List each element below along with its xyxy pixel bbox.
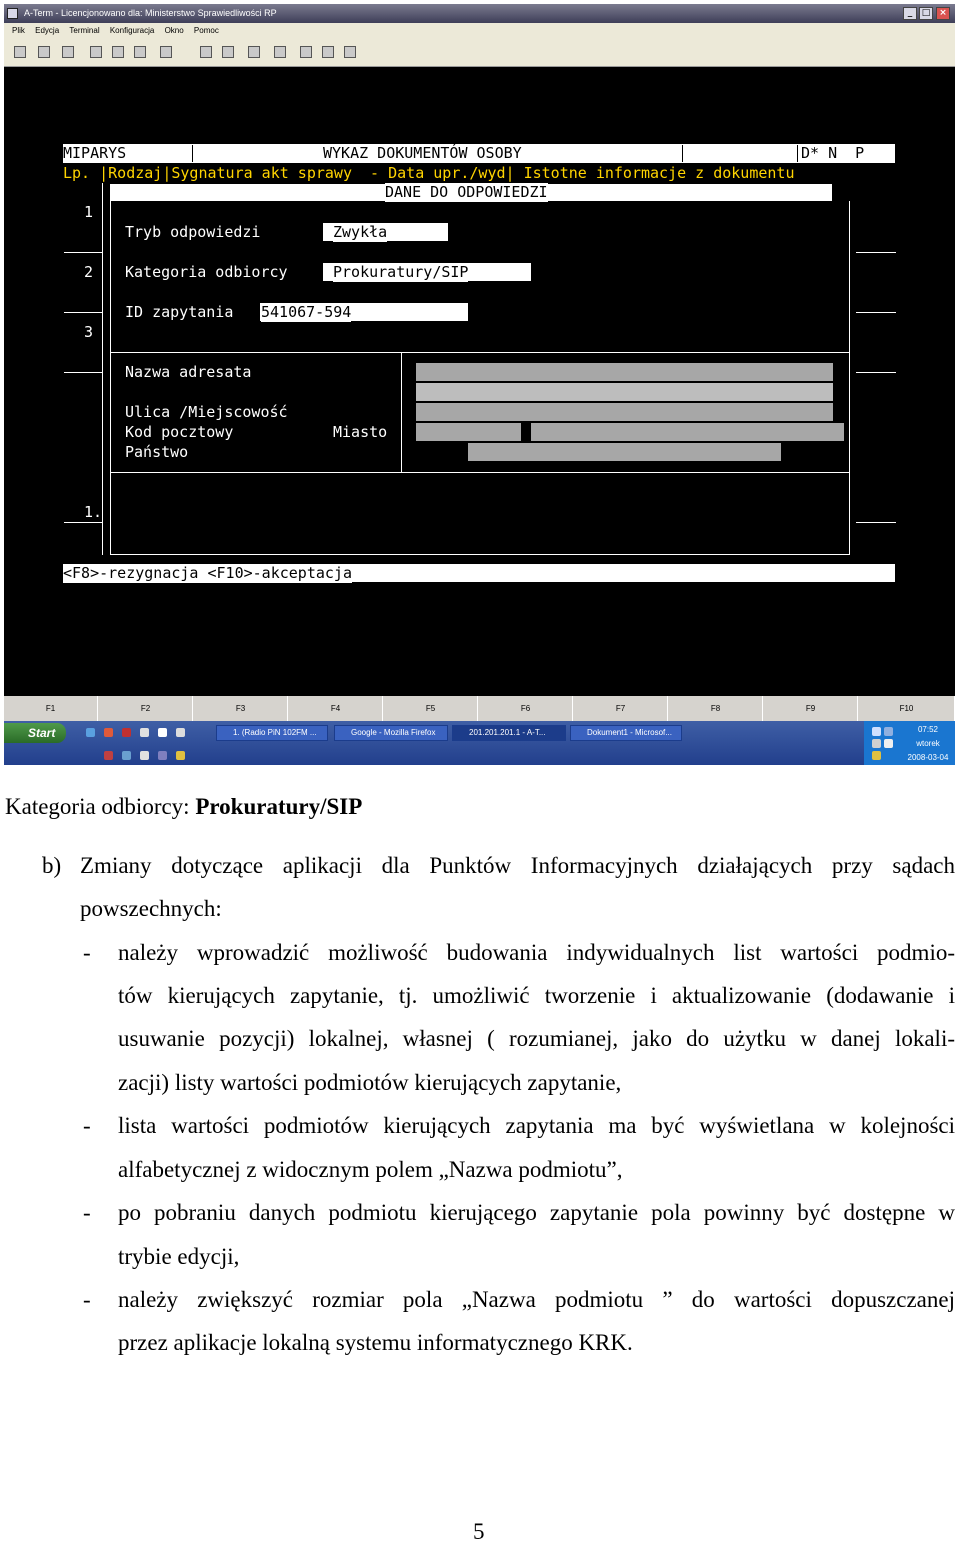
copy-icon[interactable] — [90, 46, 102, 58]
tryb-label: Tryb odpowiedzi — [125, 223, 261, 241]
nazwa-label: Nazwa adresata — [125, 363, 252, 381]
menu-konfiguracja[interactable]: Konfiguracja — [109, 26, 155, 35]
dash-bullet: - — [83, 1287, 91, 1312]
tryb-value[interactable]: Zwykła — [333, 223, 388, 241]
ulica-label: Ulica /Miejscowość — [125, 403, 288, 421]
bullet-line: lista wartości podmiotów kierujących zapytania ma być wyświetlana w kolejności — [118, 1113, 955, 1138]
ftp-icon[interactable] — [200, 46, 212, 58]
task-firefox[interactable]: Google - Mozilla Firefox — [334, 725, 448, 741]
f8-button[interactable]: F8 — [669, 696, 763, 721]
update-icon[interactable] — [884, 739, 893, 748]
kod-field[interactable] — [416, 423, 521, 441]
settings-icon[interactable] — [160, 46, 172, 58]
security-icon[interactable] — [872, 739, 881, 748]
bullet-line: trybie edycji, — [118, 1244, 240, 1269]
header-divider — [682, 145, 683, 162]
start-button[interactable]: Start — [4, 723, 66, 743]
macro-icon[interactable] — [322, 46, 334, 58]
header-divider — [192, 145, 193, 162]
panstwo-field[interactable] — [468, 443, 781, 461]
firefox-icon[interactable] — [104, 728, 113, 737]
dialog-border-right — [849, 201, 850, 555]
app-quick-icon[interactable] — [122, 728, 131, 737]
clock-day: wtorek — [916, 739, 940, 748]
ie-icon[interactable] — [86, 728, 95, 737]
find-icon[interactable] — [134, 46, 146, 58]
address-bottom — [110, 472, 850, 473]
save-icon[interactable] — [62, 46, 74, 58]
paragraph-line: Zmiany dotyczące aplikacji dla Punktów Informacyjnych działających przy sądach — [80, 853, 955, 878]
nazwa-field-2[interactable] — [416, 383, 833, 401]
row-separator — [856, 312, 896, 313]
windows-taskbar — [4, 721, 955, 765]
app-icon-small[interactable] — [344, 46, 356, 58]
alert-icon[interactable] — [872, 751, 881, 760]
id-label: ID zapytania — [125, 303, 234, 321]
bullet-line: tów kierujących zapytanie, tj. umożliwić tworzenie i aktualizowanie (dodawanie i — [118, 983, 955, 1008]
bullet-line: po pobraniu danych podmiotu kierującego zapytanie pola powinny być dostępne w — [118, 1200, 955, 1225]
kategoria-label: Kategoria odbiorcy — [125, 263, 288, 281]
row-number: 3 — [84, 323, 94, 341]
row-number: 1. — [84, 503, 103, 521]
keyboard-icon[interactable] — [300, 46, 312, 58]
kategoria-value[interactable]: Prokuratury/SIP — [333, 263, 469, 281]
caption-prefix: Kategoria odbiorcy: — [5, 794, 196, 819]
paste-icon[interactable] — [112, 46, 124, 58]
row-separator — [64, 312, 102, 313]
clock-time[interactable]: 07:52 — [917, 725, 939, 734]
bullet-line: należy wprowadzić możliwość budowania indywidualnych list wartości podmio- — [118, 940, 955, 965]
tray-quick-icon[interactable] — [122, 751, 131, 760]
kod-label: Kod pocztowy — [125, 423, 234, 441]
app-icon — [7, 8, 18, 19]
row-separator — [64, 252, 102, 253]
header-left: MIPARYS — [63, 144, 127, 162]
f9-button[interactable]: F9 — [764, 696, 858, 721]
f6-button[interactable]: F6 — [479, 696, 573, 721]
bullet-line: należy zwiększyć rozmiar pola „Nazwa podmiotu ” do wartości dopuszczanej — [118, 1287, 955, 1312]
connect-icon[interactable] — [14, 46, 26, 58]
task-word[interactable]: Dokument1 - Microsof... — [570, 725, 682, 741]
id-value[interactable]: 541067-594 — [261, 303, 352, 321]
caption-value: Prokuratury/SIP — [195, 794, 363, 819]
close-button[interactable]: × — [936, 7, 950, 20]
panstwo-label: Państwo — [125, 443, 189, 461]
maximize-button[interactable]: □ — [919, 7, 933, 20]
tray-quick-icon[interactable] — [104, 751, 113, 760]
footer-keys: <F8>-rezygnacja <F10>-akceptacja — [63, 564, 352, 582]
figure-caption — [5, 794, 362, 820]
properties-icon[interactable] — [274, 46, 286, 58]
nazwa-field[interactable] — [416, 363, 833, 381]
transfer-icon[interactable] — [222, 46, 234, 58]
row-separator — [64, 372, 102, 373]
desktop-icon[interactable] — [140, 728, 149, 737]
terminal-screen[interactable] — [4, 67, 955, 696]
f2-button[interactable]: F2 — [99, 696, 193, 721]
tray-quick-icon[interactable] — [158, 751, 167, 760]
bullet-line: usuwanie pozycji) lokalnej, własnej ( rozumianej, jako do użytku w danej lokali- — [118, 1026, 955, 1051]
miasto-field[interactable] — [531, 423, 844, 441]
system-tray — [864, 721, 955, 765]
dash-bullet: - — [83, 1113, 91, 1138]
dialog-border-left — [110, 201, 111, 555]
row-separator — [856, 372, 896, 373]
menu-edycja[interactable]: Edycja — [35, 26, 60, 35]
header-right: D* N P — [801, 144, 865, 162]
menu-okno[interactable]: Okno — [164, 26, 184, 35]
f3-button[interactable]: F3 — [194, 696, 288, 721]
terminal-screenshot — [4, 4, 955, 765]
task-radio[interactable]: 1. (Radio PiN 102FM ... — [216, 725, 328, 741]
miasto-label: Miasto — [333, 423, 388, 441]
network-icon[interactable] — [872, 727, 881, 736]
minimize-button[interactable]: _ — [903, 7, 917, 20]
header-divider — [797, 145, 798, 162]
window-icon[interactable] — [158, 728, 167, 737]
tray-quick-icon[interactable] — [140, 751, 149, 760]
dialog-border-bottom — [110, 554, 850, 555]
tray-quick-icon[interactable] — [176, 751, 185, 760]
task-aterm[interactable]: 201.201.201.1 - A-T... — [452, 725, 566, 741]
row-number: 1 — [84, 203, 94, 221]
dialog-separator — [110, 352, 850, 353]
address-divider — [401, 352, 402, 472]
column-headers: Lp. |Rodzaj|Sygnatura akt sprawy - Data upr./wyd| Istotne informacje z dokumentu — [63, 164, 795, 182]
window-titlebar — [4, 4, 955, 23]
ulica-field[interactable] — [416, 403, 833, 421]
row-separator — [856, 252, 896, 253]
bullet-line: alfabetycznej z widocznym polem „Nazwa podmiotu”, — [118, 1157, 623, 1182]
dash-bullet: - — [83, 940, 91, 965]
menu-terminal[interactable]: Terminal — [69, 26, 100, 35]
dialog-title: DANE DO ODPOWIEDZI — [385, 183, 548, 201]
page-number: 5 — [473, 1519, 485, 1544]
paragraph-line: powszechnych: — [80, 896, 222, 921]
bullet-line: zacji) listy wartości podmiotów kierujących zapytanie, — [118, 1070, 622, 1095]
f7-button[interactable]: F7 — [574, 696, 668, 721]
window-title: A-Term - Licencjonowano dla: Ministerstwo Sprawiedliwości RP — [24, 8, 277, 18]
f1-button[interactable]: F1 — [4, 696, 98, 721]
row-number: 2 — [84, 263, 94, 281]
row-separator — [64, 522, 102, 523]
tray-quick-icon[interactable] — [86, 751, 95, 760]
f4-button[interactable]: F4 — [289, 696, 383, 721]
list-label: b) — [42, 853, 62, 878]
explorer-icon[interactable] — [176, 728, 185, 737]
menu-plik[interactable]: Plik — [12, 26, 25, 35]
clock-date: 2008-03-04 — [907, 753, 949, 762]
toolbar — [4, 38, 955, 67]
function-key-bar — [4, 696, 955, 721]
disconnect-icon[interactable] — [38, 46, 50, 58]
menu-pomoc[interactable]: Pomoc — [193, 26, 219, 35]
menu-bar — [4, 23, 955, 38]
header-title: WYKAZ DOKUMENTÓW OSOBY — [323, 144, 522, 162]
volume-icon[interactable] — [884, 727, 893, 736]
f5-button[interactable]: F5 — [384, 696, 478, 721]
bullet-line: przez aplikacje lokalną systemu informatycznego KRK. — [118, 1330, 633, 1355]
dash-bullet: - — [83, 1200, 91, 1225]
f10-button[interactable]: F10 — [859, 696, 955, 721]
row-separator — [856, 522, 896, 523]
print-icon[interactable] — [248, 46, 260, 58]
list-column-line — [102, 183, 103, 555]
